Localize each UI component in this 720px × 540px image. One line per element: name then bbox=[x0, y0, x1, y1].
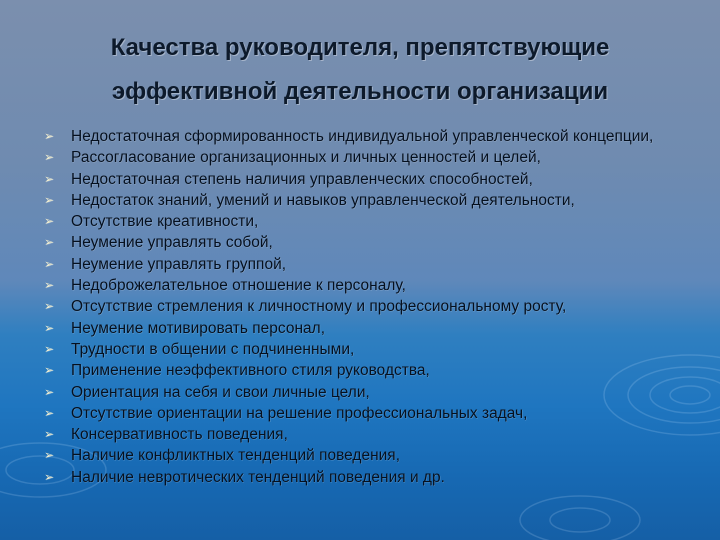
list-item-text: Рассогласование организационных и личных ценностей и целей, bbox=[71, 149, 541, 167]
list-item bbox=[44, 170, 684, 189]
slide-title-line-2: эффективной деятельности организации bbox=[111, 78, 609, 105]
list-item bbox=[44, 425, 684, 444]
list-item-text: Наличие невротических тенденций поведения и др. bbox=[71, 468, 445, 486]
list-item bbox=[44, 297, 684, 316]
list-item bbox=[44, 212, 684, 231]
arrow-bullet-icon: ➢ bbox=[44, 469, 55, 484]
list-item bbox=[44, 276, 684, 295]
list-item-text: Трудности в общении с подчиненными, bbox=[71, 340, 355, 358]
slide-title bbox=[0, 26, 720, 114]
list-item bbox=[44, 255, 684, 274]
arrow-bullet-icon: ➢ bbox=[44, 278, 55, 293]
arrow-bullet-icon: ➢ bbox=[44, 256, 55, 271]
list-item-text: Неумение управлять собой, bbox=[71, 234, 273, 252]
list-item-text: Применение неэффективного стиля руководства, bbox=[71, 362, 430, 380]
list-item bbox=[44, 383, 684, 402]
list-item-text: Неумение мотивировать персонал, bbox=[71, 319, 325, 337]
list-item bbox=[44, 404, 684, 423]
list-item bbox=[44, 148, 684, 167]
list-item bbox=[44, 446, 684, 465]
list-item bbox=[44, 127, 684, 146]
list-item-text: Отсутствие ориентации на решение профессиональных задач, bbox=[71, 404, 528, 422]
list-item bbox=[44, 361, 684, 380]
arrow-bullet-icon: ➢ bbox=[44, 235, 55, 250]
list-item bbox=[44, 191, 684, 210]
list-item-text: Отсутствие стремления к личностному и профессиональному росту, bbox=[71, 298, 567, 316]
arrow-bullet-icon: ➢ bbox=[44, 129, 55, 143]
list-item-text: Наличие конфликтных тенденций поведения, bbox=[71, 447, 401, 465]
list-item-text: Ориентация на себя и свои личные цели, bbox=[71, 383, 370, 401]
list-item-text: Недоброжелательное отношение к персоналу, bbox=[71, 277, 406, 295]
list-item-text: Недостаточная сформированность индивидуальной управленческой концепции, bbox=[71, 128, 654, 145]
arrow-bullet-icon: ➢ bbox=[44, 384, 55, 399]
arrow-bullet-icon: ➢ bbox=[44, 192, 55, 207]
arrow-bullet-icon: ➢ bbox=[44, 299, 55, 314]
arrow-bullet-icon: ➢ bbox=[44, 448, 55, 463]
list-item-text: Неумение управлять группой, bbox=[71, 255, 287, 273]
list-item bbox=[44, 468, 684, 487]
arrow-bullet-icon: ➢ bbox=[44, 171, 55, 186]
arrow-bullet-icon: ➢ bbox=[44, 427, 55, 442]
arrow-bullet-icon: ➢ bbox=[44, 320, 55, 335]
qualities-list bbox=[44, 127, 684, 489]
arrow-bullet-icon: ➢ bbox=[44, 341, 55, 356]
list-item-text: Недостаток знаний, умений и навыков управленческой деятельности, bbox=[71, 191, 575, 209]
list-item bbox=[44, 233, 684, 252]
arrow-bullet-icon: ➢ bbox=[44, 363, 55, 378]
list-item-text: Консервативность поведения, bbox=[71, 426, 288, 444]
arrow-bullet-icon: ➢ bbox=[44, 214, 55, 229]
slide-title-line-1: Качества руководителя, препятствующие bbox=[110, 34, 610, 61]
list-item bbox=[44, 340, 684, 359]
arrow-bullet-icon: ➢ bbox=[44, 405, 55, 420]
list-item-text: Отсутствие креативности, bbox=[71, 213, 259, 231]
arrow-bullet-icon: ➢ bbox=[44, 150, 55, 165]
list-item bbox=[44, 319, 684, 338]
list-item-text: Недостаточная степень наличия управленческих способностей, bbox=[71, 170, 533, 188]
